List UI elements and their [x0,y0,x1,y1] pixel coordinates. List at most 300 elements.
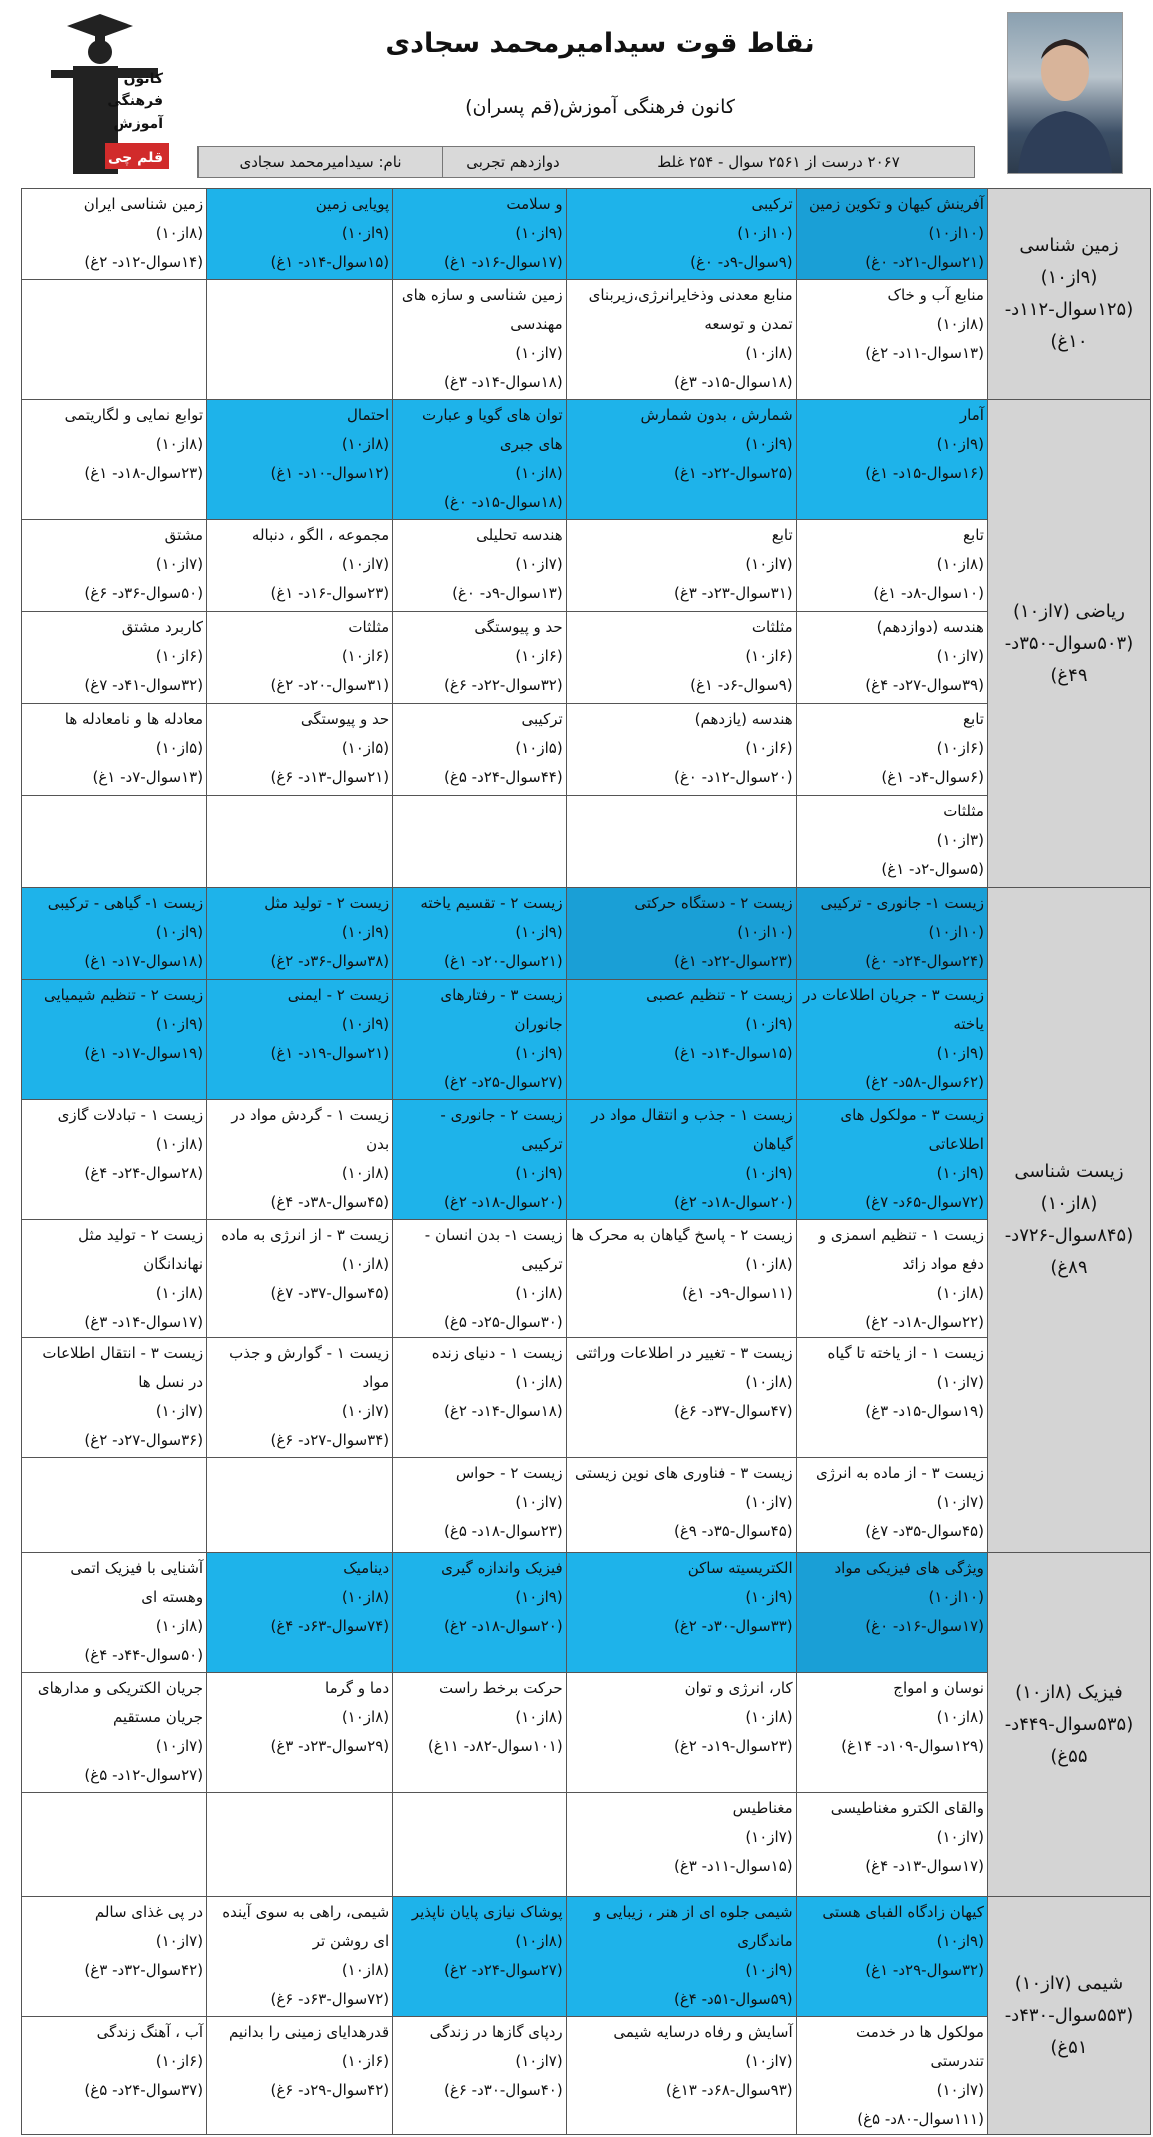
table-row [22,1100,1151,1220]
topic-counts: (۷۲سوال-۶۳د- ۶غ) [270,1990,390,2008]
topic-score: (۷از۱۰) [936,2081,984,2099]
topic-cell [22,1458,207,1553]
topic-counts: (۴۷سوال-۳۷د- ۶غ) [673,1402,793,1420]
topic-cell [796,280,987,400]
topic-counts: (۴۴سوال-۲۴د- ۵غ) [444,768,563,786]
topic-cell [22,1100,207,1220]
topic-score: (۵از۱۰) [515,739,563,757]
topic-cell [393,189,567,280]
topic-score: (۶از۱۰) [155,647,204,665]
topic-score: (۸از۱۰) [745,1708,793,1726]
topic-counts: (۲۷سوال-۲۵د- ۲غ) [444,1073,563,1091]
topic-name: ردپای گازها در زندگی [429,2023,563,2041]
topic-name: زیست ۱ - گوارش و جذب مواد [229,1344,390,1391]
topic-score: (۷از۱۰) [515,555,563,573]
topic-cell [22,1220,207,1338]
topic-counts: (۷۴سوال-۶۳د- ۴غ) [270,1617,390,1635]
topic-counts: (۱۳سوال-۱۱د- ۲غ) [865,344,984,362]
topic-cell [566,1897,796,2017]
topic-score: (۵از۱۰) [341,739,390,757]
topic-score: (۷از۱۰) [936,1373,984,1391]
topic-counts: (۴۵سوال-۳۸د- ۴غ) [270,1193,390,1211]
topic-counts: (۳۲سوال-۲۲د- ۶غ) [444,676,563,694]
topic-name: زمین شناسی و سازه های مهندسی [401,286,563,333]
topic-score: (۹از۱۰) [745,1015,793,1033]
topic-score: (۹از۱۰) [515,1588,563,1606]
topic-score: (۹از۱۰) [515,224,563,242]
topic-counts: (۹سوال-۹د- ۰غ) [690,253,793,271]
topic-name: شیمی، راهی به سوی آینده ای روشن تر [222,1903,390,1950]
topic-score: (۷از۱۰) [936,1828,984,1846]
topic-cell [393,400,567,520]
topic-name: ترکیبی [751,195,793,213]
topic-score: (۸از۱۰) [155,1617,204,1635]
topic-score: (۶از۱۰) [155,2052,204,2070]
topic-name: قدرهدایای زمینی را بدانیم [228,2023,390,2041]
topic-score: (۹از۱۰) [515,1044,563,1062]
topic-name: احتمال [347,406,390,424]
topic-score: (۷از۱۰) [341,1402,390,1420]
topic-counts: (۴۲سوال-۲۹د- ۶غ) [270,2081,390,2099]
topic-counts: (۴۲سوال-۳۲د- ۳غ) [84,1961,204,1979]
topic-name: توان های گویا و عبارت های جبری [421,406,563,453]
topic-name: هندسه (یازدهم) [694,710,793,728]
topic-cell [566,704,796,796]
topic-name: حد و پیوستگی [474,618,563,636]
topic-score: (۹از۱۰) [936,435,984,453]
topic-score: (۸از۱۰) [936,555,984,573]
topic-score: (۸از۱۰) [515,1284,563,1302]
topic-counts: (۱۹سوال-۱۵د- ۳غ) [865,1402,984,1420]
topic-cell [207,704,393,796]
topic-cell [796,1793,987,1897]
topic-cell [207,280,393,400]
topic-name: زیست ۲ - تنظیم شیمیایی [43,986,204,1004]
table-row [22,1220,1151,1338]
topic-cell [566,1673,796,1793]
topic-name: زیست ۳ - انتقال اطلاعات در نسل ها [42,1344,204,1391]
topic-cell [22,1793,207,1897]
topic-score: (۹از۱۰) [936,1932,984,1950]
topic-name: زیست ۲ - تنظیم عصبی [646,986,793,1004]
topic-cell [207,1458,393,1553]
topic-score: (۸از۱۰) [155,435,204,453]
topic-counts: (۴۵سوال-۳۵د- ۹غ) [673,1522,793,1540]
topic-score: (۱۰از۱۰) [928,224,984,242]
topic-name: زیست ۲ - دستگاه حرکتی [634,894,793,912]
topic-score: (۸از۱۰) [515,464,563,482]
table-row [22,280,1151,400]
topic-counts: (۲۹سوال-۲۳د- ۳غ) [270,1737,390,1755]
topic-cell [393,980,567,1100]
topic-score: (۷از۱۰) [155,1737,204,1755]
student-info-bar [197,146,975,178]
topic-counts: (۱۳سوال-۷د- ۱غ) [92,768,204,786]
topic-counts: (۳۶سوال-۲۷د- ۲غ) [84,1431,204,1449]
topic-score: (۸از۱۰) [515,1708,563,1726]
topic-cell [207,980,393,1100]
topic-name: نوسان و امواج [893,1679,984,1697]
topic-counts: (۱۸سوال-۱۷د- ۱غ) [84,952,204,970]
subject-cell: فیزیک (۸از۱۰) (۵۳۵سوال-۴۴۹د- ۵۵غ) [987,1553,1150,1897]
topic-score: (۷از۱۰) [341,555,390,573]
kanoon-logo [45,8,175,178]
topic-score: (۸از۱۰) [341,1961,390,1979]
topic-cell [566,520,796,612]
topic-counts: (۱۷سوال-۱۶د- ۱غ) [444,253,563,271]
topic-name: زیست ۱ - تنظیم اسمزی و دفع مواد زائد [818,1226,984,1273]
topic-counts: (۵سوال-۲د- ۱غ) [881,860,984,878]
topic-score: (۷از۱۰) [155,1932,204,1950]
topic-name: معادله ها و نامعادله ها [64,710,204,728]
subject-cell: زیست شناسی (۸از۱۰) (۸۴۵سوال-۷۲۶د- ۸۹غ) [987,888,1150,1553]
topic-score: (۸از۱۰) [155,224,204,242]
topic-score: (۷از۱۰) [155,1402,204,1420]
topic-cell [393,612,567,704]
topic-name: ویژگی های فیزیکی مواد [834,1559,984,1577]
topic-counts: (۴۰سوال-۳۰د- ۶غ) [444,2081,563,2099]
topic-name: آسایش و رفاه درسایه شیمی [613,2023,793,2041]
topic-cell [22,400,207,520]
topic-cell [796,704,987,796]
topic-score: (۸از۱۰) [745,344,793,362]
topic-cell [393,2017,567,2135]
topic-name: آب ، آهنگ زندگی [96,2023,204,2041]
report-header [0,0,1153,185]
topic-name: زیست ۳ - فناوری های نوین زیستی [574,1464,793,1482]
topic-cell [22,980,207,1100]
topic-score: (۸از۱۰) [745,1373,793,1391]
topic-counts: (۵۰سوال-۳۶د- ۶غ) [84,584,204,602]
svg-text:قلم چی: قلم چی [108,150,163,166]
topic-counts: (۲۷سوال-۲۴د- ۲غ) [444,1961,563,1979]
topic-name: مثلثات [348,618,390,636]
topic-counts: (۲۳سوال-۱۶د- ۱غ) [270,584,390,602]
topic-counts: (۲۳سوال-۱۸د- ۵غ) [444,1522,563,1540]
topic-score: (۹از۱۰) [936,1044,984,1062]
topic-counts: (۱۹سوال-۱۷د- ۱غ) [84,1044,204,1062]
topic-cell [207,1793,393,1897]
topic-name: فیزیک واندازه گیری [441,1559,563,1577]
topic-score: (۸از۱۰) [515,1373,563,1391]
topic-cell [393,704,567,796]
topic-cell [393,1458,567,1553]
topic-score: (۹از۱۰) [341,224,390,242]
topic-counts: (۲۰سوال-۱۲د- ۰غ) [673,768,793,786]
topic-cell [22,796,207,888]
page-title: نقاط قوت سیدامیرمحمد سجادی [385,28,815,59]
topic-name: زیست ۲ - جانوری - ترکیبی [440,1106,563,1153]
table-row [22,1673,1151,1793]
topic-name: زیست ۳ - مولکول های اطلاعاتی [840,1106,984,1153]
topic-cell [566,400,796,520]
topic-name: زیست ۲ - تولید مثل نهاندانگان [78,1226,204,1273]
topic-cell [796,520,987,612]
topic-name: دما و گرما [325,1679,390,1697]
topic-score: (۵از۱۰) [155,739,204,757]
topic-cell [22,888,207,980]
table-row [22,704,1151,796]
topic-cell [566,2017,796,2135]
topic-counts: (۳۱سوال-۲۳د- ۳غ) [673,584,793,602]
topic-counts: (۳۲سوال-۴۱د- ۷غ) [84,676,204,694]
topic-name: کار، انرژی و توان [684,1679,793,1697]
topic-cell [207,1897,393,2017]
topic-cell [566,612,796,704]
topic-cell [207,1220,393,1338]
topic-score: (۳از۱۰) [936,831,984,849]
topic-cell [566,980,796,1100]
table-row [22,189,1151,280]
topic-name: زیست ۳ - از ماده به انرژی [815,1464,984,1482]
topic-name: تابع [771,526,793,544]
table-row [22,796,1151,888]
table-row [22,1897,1151,2017]
topic-counts: (۱۸سوال-۱۵د- ۳غ) [673,373,793,391]
topic-score: (۸از۱۰) [341,1588,390,1606]
topic-cell [566,796,796,888]
topic-name: مولکول ها در خدمت تندرستی [856,2023,984,2070]
topic-score: (۹از۱۰) [341,1015,390,1033]
topic-counts: (۴۵سوال-۳۵د- ۷غ) [865,1522,984,1540]
table-row [22,520,1151,612]
svg-text:کانون: کانون [123,71,163,87]
subject-cell: زمین شناسی (۹از۱۰) (۱۲۵سوال-۱۱۲د- ۱۰غ) [987,189,1150,400]
topic-name: الکتریسیته ساکن [687,1559,793,1577]
topic-counts: (۵۰سوال-۴۴د- ۴غ) [84,1646,204,1664]
topic-counts: (۲۴سوال-۲۴د- ۰غ) [865,952,984,970]
topic-score: (۸از۱۰) [936,1284,984,1302]
topic-cell [393,888,567,980]
topic-name: زیست ۱- گیاهی - ترکیبی [47,894,204,912]
table-row [22,1458,1151,1553]
table-row [22,2017,1151,2135]
topic-score: (۷از۱۰) [515,1493,563,1511]
topic-counts: (۳۹سوال-۲۷د- ۴غ) [865,676,984,694]
topic-cell [207,1673,393,1793]
topic-name: توابع نمایی و لگاریتمی [64,406,204,424]
topic-name: زیست ۲ - تولید مثل [264,894,390,912]
topic-counts: (۱۱سوال-۹د- ۱غ) [682,1284,793,1302]
topic-cell [22,2017,207,2135]
topic-cell [22,1553,207,1673]
topic-name: حد و پیوستگی [300,710,390,728]
topic-score: (۱۰از۱۰) [928,1588,984,1606]
topic-cell [566,1220,796,1338]
topic-name: آشنایی با فیزیک اتمی وهسته ای [70,1559,204,1606]
topic-cell [393,1220,567,1338]
topic-score: (۱۰از۱۰) [928,923,984,941]
topic-counts: (۲۷سوال-۱۲د- ۵غ) [84,1766,204,1784]
topic-cell [393,520,567,612]
topic-cell [796,980,987,1100]
subject-cell: شیمی (۷از۱۰) (۵۵۳سوال-۴۳۰د- ۵۱غ) [987,1897,1150,2135]
topic-name: هندسه تحلیلی [476,526,563,544]
topic-counts: (۱۵سوال-۱۴د- ۱غ) [673,1044,793,1062]
topic-cell [207,888,393,980]
topic-counts: (۲۱سوال-۲۰د- ۱غ) [444,952,563,970]
topic-cell [207,796,393,888]
topic-score: (۹از۱۰) [155,923,204,941]
topic-score: (۹از۱۰) [341,923,390,941]
topic-counts: (۱۸سوال-۱۴د- ۳غ) [444,373,563,391]
topic-name: آمار [959,406,984,424]
topic-name: ترکیبی [521,710,563,728]
topic-cell [566,189,796,280]
topic-cell [22,1338,207,1458]
topic-counts: (۱۰سوال-۸د- ۱غ) [873,584,984,602]
subject-cell: ریاضی (۷از۱۰) (۵۰۳سوال-۳۵۰د- ۴۹غ) [987,400,1150,888]
topic-name: تابع [963,710,984,728]
topic-score: (۸از۱۰) [745,1255,793,1273]
topic-name: پویایی زمین [315,195,390,213]
topic-cell [796,1673,987,1793]
topic-counts: (۲۳سوال-۲۲د- ۱غ) [673,952,793,970]
topic-cell [393,1100,567,1220]
topic-score: (۸از۱۰) [341,1164,390,1182]
topic-counts: (۳۳سوال-۳۰د- ۲غ) [673,1617,793,1635]
topic-counts: (۱۰۱سوال-۸۲د- ۱۱غ) [427,1737,563,1755]
topic-name: زیست ۱- بدن انسان - ترکیبی [424,1226,563,1273]
svg-text:آموزش: آموزش [113,116,163,132]
topic-cell [22,280,207,400]
topic-name: زیست ۱ - از یاخته تا گیاه [827,1344,984,1362]
topic-score: (۹از۱۰) [515,1164,563,1182]
table-row [22,400,1151,520]
topic-score: (۶از۱۰) [936,739,984,757]
topic-name: زیست ۱ - جذب و انتقال مواد در گیاهان [591,1106,793,1153]
topic-cell [207,2017,393,2135]
topic-name: آفرینش کیهان و تکوین زمین [808,195,984,213]
topic-score: (۹از۱۰) [745,435,793,453]
topic-cell [566,1458,796,1553]
topic-counts: (۲۳سوال-۱۹د- ۲غ) [673,1737,793,1755]
topic-score: (۹از۱۰) [745,1961,793,1979]
topic-cell [207,1553,393,1673]
topic-score: (۷از۱۰) [936,1493,984,1511]
topic-cell [566,1793,796,1897]
topic-cell [796,1338,987,1458]
topic-counts: (۲۰سوال-۱۸د- ۲غ) [673,1193,793,1211]
topic-score: (۷از۱۰) [936,647,984,665]
topic-cell [796,888,987,980]
topic-name: حرکت برخط راست [439,1679,563,1697]
table-row [22,980,1151,1100]
topic-cell [393,1897,567,2017]
topic-cell [566,1100,796,1220]
topic-score: (۹از۱۰) [745,1588,793,1606]
topic-name: در پی غذای سالم [94,1903,204,1921]
topic-score: (۷از۱۰) [745,555,793,573]
topic-cell [796,1458,987,1553]
topic-counts: (۳۲سوال-۲۹د- ۱غ) [865,1961,984,1979]
topic-counts: (۱۲سوال-۱۰د- ۱غ) [270,464,390,482]
topic-counts: (۲۱سوال-۱۹د- ۱غ) [270,1044,390,1062]
topic-cell [566,888,796,980]
topic-name: شیمی جلوه ای از هنر ، زیبایی و ماندگاری [593,1903,793,1950]
topic-score: (۸از۱۰) [936,315,984,333]
topic-counts: (۱۷سوال-۱۴د- ۳غ) [84,1313,204,1331]
topic-counts: (۹سوال-۶د- ۱غ) [690,676,793,694]
topic-score: (۶از۱۰) [341,647,390,665]
topic-cell [22,520,207,612]
topic-cell [22,189,207,280]
overall-summary: ۲۰۶۷ درست از ۲۵۶۱ سوال - ۲۵۴ غلط [657,153,900,171]
table-row [22,888,1151,980]
topic-cell [393,796,567,888]
topic-name: شمارش ، بدون شمارش [640,406,793,424]
topic-name: دینامیک [343,1559,390,1577]
topic-counts: (۱۶سوال-۱۵د- ۱غ) [865,464,984,482]
topic-name: زیست ۳ - از انرژی به ماده [221,1226,390,1244]
page-subtitle: کانون فرهنگی آموزش(قم پسران) [465,96,735,118]
topic-counts: (۶۲سوال-۵۸د- ۲غ) [865,1073,984,1091]
table-row [22,612,1151,704]
topic-name: زیست ۱ - دنیای زنده [431,1344,563,1362]
topic-name: زیست ۱- جانوری - ترکیبی [820,894,984,912]
topic-score: (۶از۱۰) [515,647,563,665]
topic-name: مثلثات [943,802,984,820]
topic-cell [393,1793,567,1897]
topic-counts: (۳۷سوال-۲۴د- ۵غ) [84,2081,204,2099]
topic-name: زیست ۳ - جریان اطلاعات در یاخته [803,986,984,1033]
topic-counts: (۳۱سوال-۲۰د- ۲غ) [270,676,390,694]
topic-name: زیست ۲ - تقسیم یاخته [420,894,563,912]
topic-score: (۹از۱۰) [155,1015,204,1033]
topic-score: (۱۰از۱۰) [737,923,793,941]
topic-name: زیست ۳ - تغییر در اطلاعات وراثتی [575,1344,793,1362]
topic-name: مغناطیس [732,1799,793,1817]
table-row [22,1338,1151,1458]
topic-name: زیست ۱ - گردش مواد در بدن [231,1106,390,1153]
topic-counts: (۵۹سوال-۵۱د- ۴غ) [673,1990,793,2008]
topic-name: مشتق [164,526,204,544]
student-name: نام: سیدامیرمحمد سجادی [198,147,442,177]
topic-score: (۷از۱۰) [515,2052,563,2070]
topic-cell [796,612,987,704]
topic-name: هندسه (دوازدهم) [876,618,984,636]
topic-name: تابع [963,526,984,544]
topic-cell [796,1897,987,2017]
topic-cell [22,612,207,704]
topic-name: کاربرد مشتق [121,618,204,636]
topic-name: زمین شناسی ایران [83,195,204,213]
topic-cell [207,1100,393,1220]
topic-score: (۸از۱۰) [515,1932,563,1950]
topic-counts: (۴۵سوال-۳۷د- ۷غ) [270,1284,390,1302]
topic-cell [393,1553,567,1673]
topic-counts: (۱۸سوال-۱۴د- ۲غ) [444,1402,563,1420]
topic-cell [207,612,393,704]
topic-counts: (۱۳سوال-۹د- ۰غ) [452,584,563,602]
topic-name: زیست ۲ - حواس [455,1464,563,1482]
topic-score: (۷از۱۰) [515,344,563,362]
topic-counts: (۳۴سوال-۲۷د- ۶غ) [270,1431,390,1449]
topic-score: (۹از۱۰) [936,1164,984,1182]
topic-cell [393,1338,567,1458]
topic-counts: (۲۵سوال-۲۲د- ۱غ) [673,464,793,482]
table-row [22,1793,1151,1897]
topic-name: والقای الکترو مغناطیسی [830,1799,984,1817]
topic-score: (۱۰از۱۰) [737,224,793,242]
topic-cell [207,1338,393,1458]
topic-name: پوشاک نیازی پایان ناپذیر [411,1903,563,1921]
topic-counts: (۱۴سوال-۱۲د- ۲غ) [84,253,204,271]
topic-name: و سلامت [506,195,563,213]
topic-name: منابع معدنی وذخایرانرژی،زیربنای تمدن و توسعه [588,286,793,333]
topic-cell [393,1673,567,1793]
topic-score: (۷از۱۰) [745,2052,793,2070]
